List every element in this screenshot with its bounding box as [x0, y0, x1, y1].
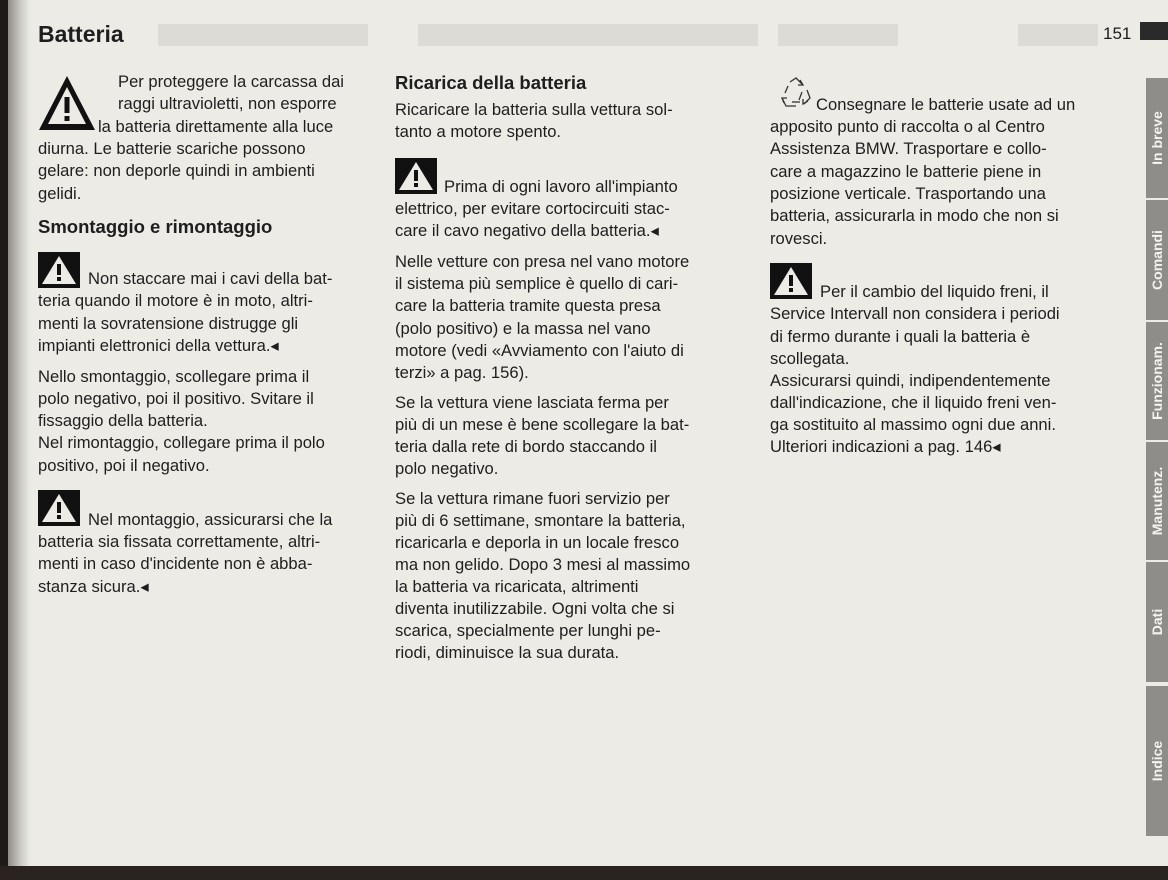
- text-line: menti la sovratensione distrugge gli: [38, 314, 299, 333]
- text-line: ga sostituito al massimo ogni due anni.: [770, 415, 1056, 434]
- text-line: la batteria va ricaricata, altrimenti: [395, 577, 639, 596]
- text-line: di fermo durante i quali la batteria è: [770, 327, 1031, 346]
- text-line: terzi» a pag. 156).: [395, 363, 529, 382]
- manual-page: [8, 0, 1168, 866]
- section-heading-charging: Ricarica della batteria: [395, 72, 587, 93]
- section-thumb-tabs: [1146, 0, 1168, 866]
- text-line: Ricaricare la batteria sulla vettura sol-: [395, 100, 673, 119]
- text-line: Assicurarsi quindi, indipendentemente: [770, 371, 1051, 390]
- text-line: scarica, specialmente per lunghi pe-: [395, 621, 661, 640]
- text-line: diventa inutilizzabile. Ogni volta che si: [395, 599, 675, 618]
- text-line: gelare: non deporle quindi in ambienti: [38, 161, 315, 180]
- text-line: Se la vettura viene lasciata ferma per: [395, 393, 669, 412]
- text-line: batteria, assicurarla in modo che non si: [770, 206, 1059, 225]
- text-line: stanza sicura.◂: [38, 577, 149, 596]
- text-line: Se la vettura rimane fuori servizio per: [395, 489, 670, 508]
- text-line: Service Intervall non considera i periodi: [770, 304, 1060, 323]
- text-line: polo negativo.: [395, 459, 499, 478]
- tab-in-breve[interactable]: In breve: [1146, 78, 1168, 198]
- text-line: positivo, poi il negativo.: [38, 456, 210, 475]
- page-spine-shadow: [8, 0, 30, 866]
- text-line: tanto a motore spento.: [395, 122, 562, 141]
- text-line: il sistema più semplice è quello di cari-: [395, 274, 679, 293]
- text-line: Prima di ogni lavoro all'impianto: [444, 177, 678, 196]
- text-line: più di un mese è bene scollegare la bat-: [395, 415, 690, 434]
- page-title: Batteria: [38, 21, 124, 47]
- text-line: dall'indicazione, che il liquido freni ven-: [770, 393, 1057, 412]
- text-line: rovesci.: [770, 229, 828, 248]
- text-line: Per proteggere la carcassa dai: [118, 72, 344, 91]
- text-line: più di 6 settimane, smontare la batteria,: [395, 511, 686, 530]
- bleed-through-decoration: [158, 16, 1118, 63]
- text-line: Nel montaggio, assicurarsi che la: [88, 510, 333, 529]
- tab-manutenz[interactable]: Manutenz.: [1146, 442, 1168, 560]
- text-line: menti in caso d'incidente non è abba-: [38, 554, 313, 573]
- warning-triangle-icon: [770, 263, 812, 299]
- text-line: ma non gelido. Dopo 3 mesi al massimo: [395, 555, 691, 574]
- text-line: care il cavo negativo della batteria.◂: [395, 221, 659, 240]
- warning-triangle-icon: [395, 158, 437, 194]
- text-line: care a magazzino le batterie piene in: [770, 162, 1042, 181]
- text-line: la batteria direttamente alla luce: [98, 117, 334, 136]
- tab-dati[interactable]: Dati: [1146, 562, 1168, 682]
- text-line: motore (vedi «Avviamento con l'aiuto di: [395, 341, 684, 360]
- warning-triangle-icon: [38, 490, 80, 526]
- text-line: impianti elettronici della vettura.◂: [38, 336, 279, 355]
- text-line: Consegnare le batterie usate ad un: [816, 95, 1076, 114]
- text-line: fissaggio della batteria.: [38, 411, 208, 430]
- text-line: Non staccare mai i cavi della bat-: [88, 269, 333, 288]
- tab-indice[interactable]: Indice: [1146, 686, 1168, 836]
- text-line: riodi, diminuisce la sua durata.: [395, 643, 620, 662]
- text-line: posizione verticale. Trasportando una: [770, 184, 1046, 203]
- text-line: raggi ultravioletti, non esporre: [118, 94, 337, 113]
- text-line: scollegata.: [770, 349, 850, 368]
- text-line: teria dalla rete di bordo staccando il: [395, 437, 657, 456]
- text-line: Nelle vetture con presa nel vano motore: [395, 252, 690, 271]
- page-number: 151: [1103, 24, 1132, 43]
- text-line: Ulteriori indicazioni a pag. 146◂: [770, 437, 1001, 456]
- page-edge-marker: [1140, 22, 1168, 40]
- section-heading-disassembly: Smontaggio e rimontaggio: [38, 216, 273, 237]
- text-line: batteria sia fissata correttamente, altri-: [38, 532, 321, 551]
- text-line: polo negativo, poi il positivo. Svitare il: [38, 389, 314, 408]
- recycle-icon: [780, 76, 812, 113]
- text-line: gelidi.: [38, 184, 82, 203]
- warning-triangle-icon: [36, 72, 98, 134]
- text-line: Assistenza BMW. Trasportare e collo-: [770, 139, 1047, 158]
- tab-funzionam[interactable]: Funzionam.: [1146, 322, 1168, 440]
- text-line: (polo positivo) e la massa nel vano: [395, 319, 651, 338]
- text-line: teria quando il motore è in moto, altri-: [38, 291, 313, 310]
- text-line: diurna. Le batterie scariche possono: [38, 139, 306, 158]
- text-line: Nel rimontaggio, collegare prima il polo: [38, 433, 325, 452]
- text-line: care la batteria tramite questa presa: [395, 296, 661, 315]
- warning-triangle-icon: [38, 252, 80, 288]
- background-surface: [0, 866, 1168, 880]
- text-line: Nello smontaggio, scollegare prima il: [38, 367, 310, 386]
- text-line: apposito punto di raccolta o al Centro: [770, 117, 1045, 136]
- text-line: ricaricarla e deporla in un locale fresco: [395, 533, 680, 552]
- bleed-through-shapes: [158, 16, 1118, 56]
- tab-comandi[interactable]: Comandi: [1146, 200, 1168, 320]
- text-line: Per il cambio del liquido freni, il: [820, 282, 1049, 301]
- text-line: elettrico, per evitare cortocircuiti stac-: [395, 199, 670, 218]
